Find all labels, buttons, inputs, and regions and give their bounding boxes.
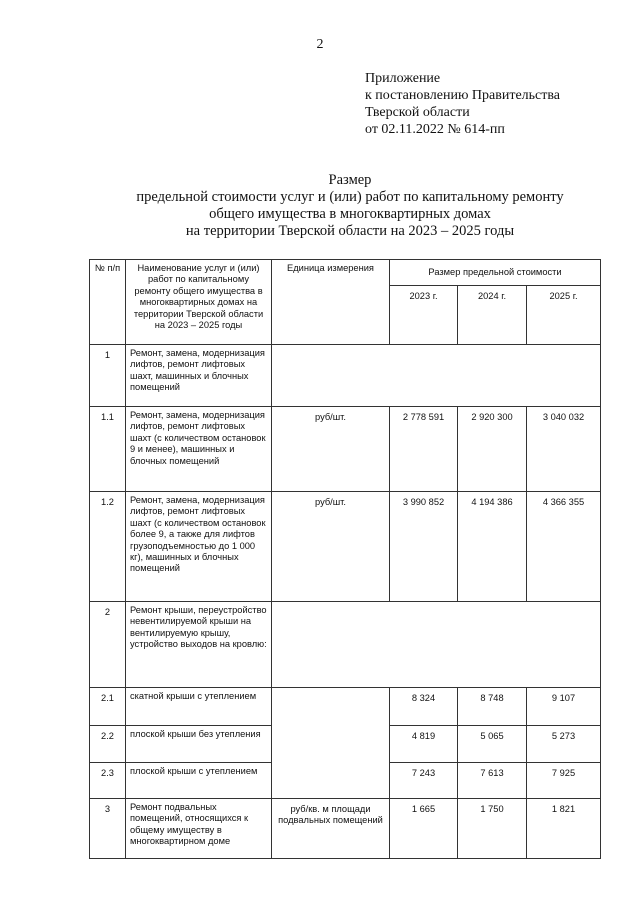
row-unit-merged [272,688,390,799]
row-value-2024: 5 065 [458,726,527,763]
appendix-line: к постановлению Правительства [365,88,561,103]
appendix-block [365,70,560,138]
row-num: 2.2 [90,726,126,763]
row-num: 2.1 [90,688,126,726]
row-empty [272,602,601,688]
row-value-2023: 3 990 852 [390,492,458,602]
header-num: № п/п [90,260,126,345]
table-row [90,602,601,688]
row-name: Ремонт, замена, модернизация лифтов, ремонт лифтовых шахт (с количеством остановок более 9, а также для лифтов грузоподъемностью до 1 000 кг), машинных и блочных помещений [126,492,272,602]
row-value-2023: 7 243 [390,763,458,799]
header-name: Наименование услуг и (или) работ по капитальному ремонту общего имущества в многоквартирных домах на территории Тверской области на 2023 – 2025 годы [126,260,272,345]
row-value-2024: 1 750 [458,799,527,859]
header-year-2023: 2023 г. [390,286,458,345]
table-row [90,492,601,602]
page-number: 2 [316,37,324,52]
row-value-2025: 4 366 355 [527,492,601,602]
row-unit: руб/шт. [272,407,390,492]
header-size: Размер предельной стоимости [390,260,601,286]
table-row [90,688,601,726]
row-num: 1.2 [90,492,126,602]
row-num: 1 [90,345,126,407]
title-line: на территории Тверской области на 2023 – 2025 годы [185,223,515,239]
header-year-2024: 2024 г. [458,286,527,345]
row-value-2023: 1 665 [390,799,458,859]
header-unit: Единица измерения [272,260,390,345]
row-num: 3 [90,799,126,859]
title-line: общего имущества в многоквартирных домах [209,206,491,222]
row-value-2024: 2 920 300 [458,407,527,492]
title-line: предельной стоимости услуг и (или) работ по капитальному ремонту [136,189,564,205]
row-name: Ремонт, замена, модернизация лифтов, ремонт лифтовых шахт, машинных и блочных помещений [126,345,272,407]
row-value-2023: 2 778 591 [390,407,458,492]
row-num: 1.1 [90,407,126,492]
row-empty [272,345,601,407]
row-name: плоской крыши с утеплением [126,763,272,799]
cost-table [89,259,601,859]
row-num: 2 [90,602,126,688]
document-title [60,172,640,240]
row-num: 2.3 [90,763,126,799]
appendix-line: Тверской области [365,105,470,120]
row-value-2025: 1 821 [527,799,601,859]
row-value-2025: 9 107 [527,688,601,726]
table-row [90,407,601,492]
row-unit: руб/шт. [272,492,390,602]
appendix-line: от 02.11.2022 № 614-пп [365,122,505,137]
row-value-2025: 5 273 [527,726,601,763]
row-value-2023: 8 324 [390,688,458,726]
header-year-2025: 2025 г. [527,286,601,345]
row-unit: руб/кв. м площади подвальных помещений [272,799,390,859]
row-value-2024: 8 748 [458,688,527,726]
title-line: Размер [328,172,372,188]
row-name: Ремонт крыши, переустройство невентилируемой крыши на вентилируемую крышу, устройство выходов на кровлю: [126,602,272,688]
appendix-line: Приложение [365,71,441,86]
row-value-2025: 3 040 032 [527,407,601,492]
table-row [90,799,601,859]
row-value-2024: 7 613 [458,763,527,799]
row-name: плоской крыши без утепления [126,726,272,763]
row-name: скатной крыши с утеплением [126,688,272,726]
row-name: Ремонт, замена, модернизация лифтов, ремонт лифтовых шахт (с количеством остановок 9 и менее), машинных и блочных помещений [126,407,272,492]
table-row [90,345,601,407]
row-value-2024: 4 194 386 [458,492,527,602]
row-name: Ремонт подвальных помещений, относящихся к общему имуществу в многоквартирном доме [126,799,272,859]
row-value-2023: 4 819 [390,726,458,763]
row-value-2025: 7 925 [527,763,601,799]
